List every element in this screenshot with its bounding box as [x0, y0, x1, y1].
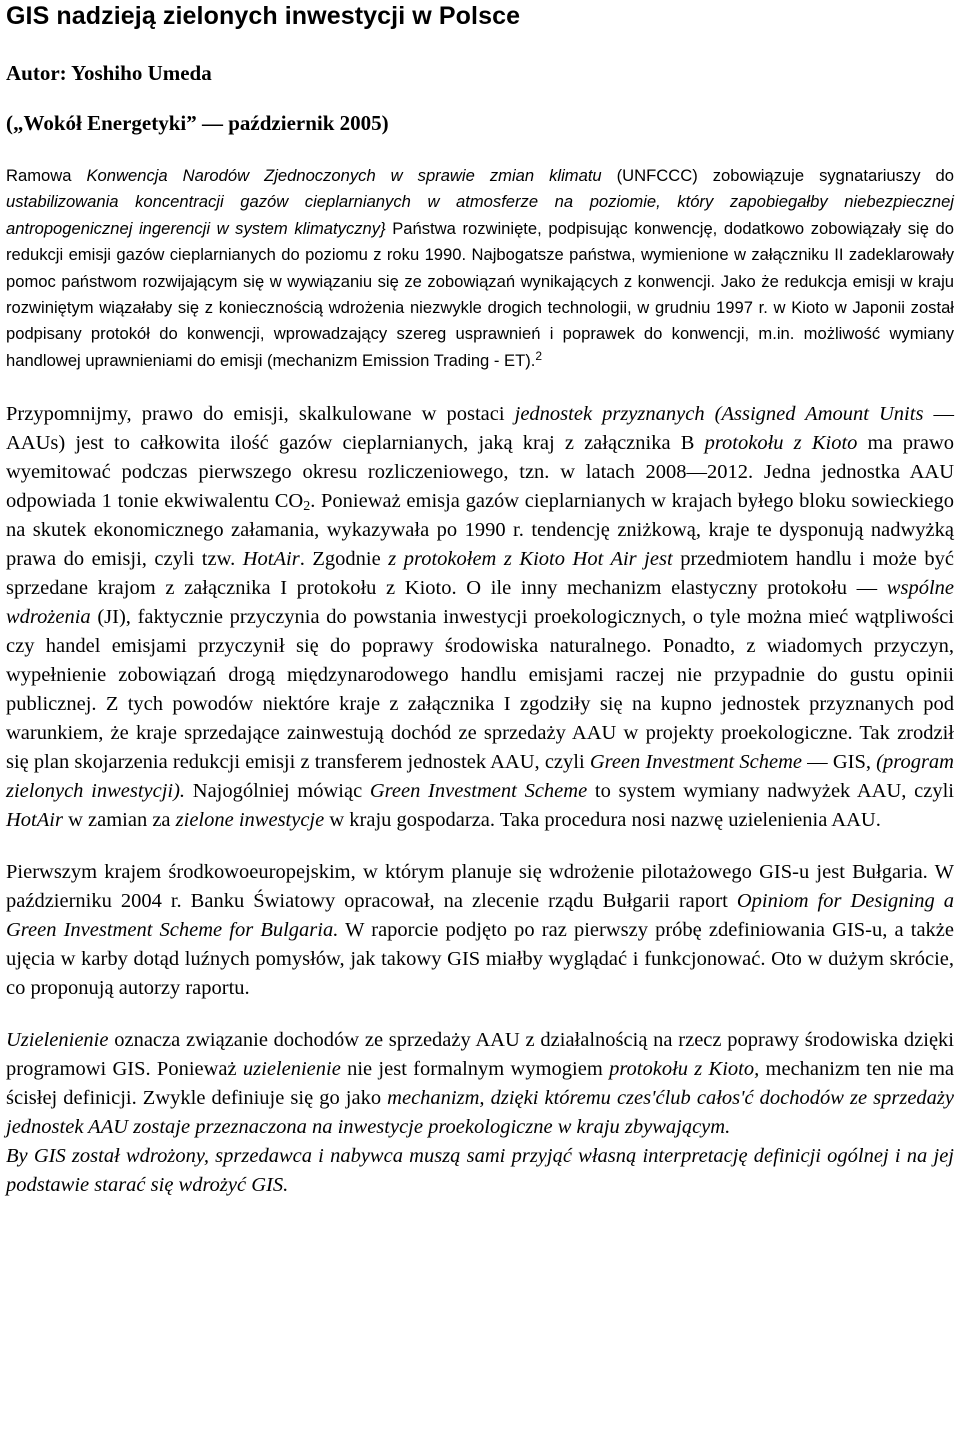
author-line: Autor: Yoshiho Umeda: [6, 61, 212, 85]
paragraph-2: Przypomnijmy, prawo do emisji, skalkulowane w postaci jednostek przyznanych (Assigned Amount Units — AAUs) jest to całkowita ilość gazów cieplarnianych, jaką kraj z załącznika B protokołu z Kioto ma prawo wyemitować podczas pierwszego okresu rozliczeniowego, tzn. w latach 2008—2012. Jedna jednostka AAU odpowiada 1 tonie ekwiwalentu $CO_2$. Ponieważ emisja gazów cieplarnianych w krajach byłego bloku sowieckiego na skutek ekonomicznego załamania, wykazywała po 1990 r. tendencję zniżkową, kraje te dysponują nadwyżką prawa do emisji, czyli tzw. HotAir. Zgodnie z protokołem z Kioto Hot Air jest przedmiotem handlu i może być sprzedane krajom z załącznika I protokołu z Kioto. O ile inny mechanizm elastyczny protokołu — wspólne wdrożenia (JI), faktycznie przyczynia do powstania inwestycji proekologicznych, o tyle można mieć wątpliwości czy handel emisjami przyczynił się do poprawy środowiska naturalnego. Ponadto, z wiadomych przyczyn, wypełnienie zobowiązań drogą międzynarodowego handlu emisjami raczej nie przypadnie do gustu opinii publicznej. Z tych powodów niektóre kraje z załącznika I zgodziły się na kupno jednostek przyznanych pod warunkiem, że kraje sprzedające zainwestują dochód ze sprzedaży AAU w projekty proekologiczne. Tak zrodził się plan skojarzenia redukcji emisji z transferem jednostek AAU, czyli Green Investment Scheme — GIS, (program zielonych inwestycji). Najogólniej mówiąc Green Investment Scheme to system wymiany nadwyżek AAU, czyli HotAir w zamian za zielone inwestycje w kraju gospodarza. Taka procedura nosi nazwę uzielenienia AAU.: [6, 403, 954, 832]
paragraph-3: Pierwszym krajem środkowoeuropejskim, w którym planuje się wdrożenie pilotażowego GIS-u jest Bułgaria. W październiku 2004 r. Banku Światowy opracował, na zlecenie rządu Bułgarii raport Opiniom for Designing a Green Investment Scheme for Bulgaria. W raporcie podjęto po raz pierwszy próbę zdefiniowania GIS-u, a także ujęcia w karby dotąd luźnych pomysłów, jak takowy GIS miałby wyglądać i funkcjonować. Oto w dużym skrócie, co proponują autorzy raportu.: [6, 861, 954, 1000]
paragraph-1: Ramowa Konwencja Narodów Zjednoczonych w sprawie zmian klimatu (UNFCCC) zobowiązuje sygnatariuszy do ustabilizowania koncentracji gazów cieplarnianych w atmosferze na poziomie, który zapobiegałby niebezpiecznej antropogenicznej ingerencji w system klimatyczny} Państwa rozwinięte, podpisując konwencję, dodatkowo zobowiązały się do redukcji emisji gazów cieplarnianych do poziomu z roku 1990. Najbogatsze państwa, wymienione w załączniku II zadeklarowały pomoc państwom rozwijającym się w wywiązaniu się ze zobowiązań wynikających z konwencji. Jako że redukcja emisji w kraju rozwiniętym wiązałaby się z koniecznością wdrożenia niezwykle drogich technologii, w grudniu 1997 r. w Kioto w Japonii został podpisany protokół do konwencji, wprowadzający szereg usprawnień i poprawek do konwencji, m.in. możliwość wymiany handlowej uprawnieniami do emisji (mechanizm Emission Trading - ET).$^2$: [6, 166, 954, 370]
footnote-marker: 2: [535, 348, 543, 363]
paragraph-4: Uzielenienie oznacza związanie dochodów ze sprzedaży AAU z działalnością na rzecz poprawy środowiska dzięki programowi GIS. Ponieważ uzielenienie nie jest formalnym wymogiem protokołu z Kioto, mechanizm ten nie ma ścisłej definicji. Zwykle definiuje się go jako mechanizm, dzięki któremu czes'ćlub całos'ć dochodów ze sprzedaży jednostek AAU zostaje przeznaczona na inwestycje proekologiczne w kraju zbywającym.: [6, 1029, 954, 1139]
document-title: GIS nadzieją zielonych inwestycji w Polsce: [6, 2, 521, 30]
source-line: („Wokół Energetyki” — październik 2005): [6, 111, 389, 135]
paragraph-5: By GIS został wdrożony, sprzedawca i nabywca muszą sami przyjąć własną interpretację definicji ogólnej i na jej podstawie starać się wdrożyć GIS.: [6, 1145, 954, 1197]
